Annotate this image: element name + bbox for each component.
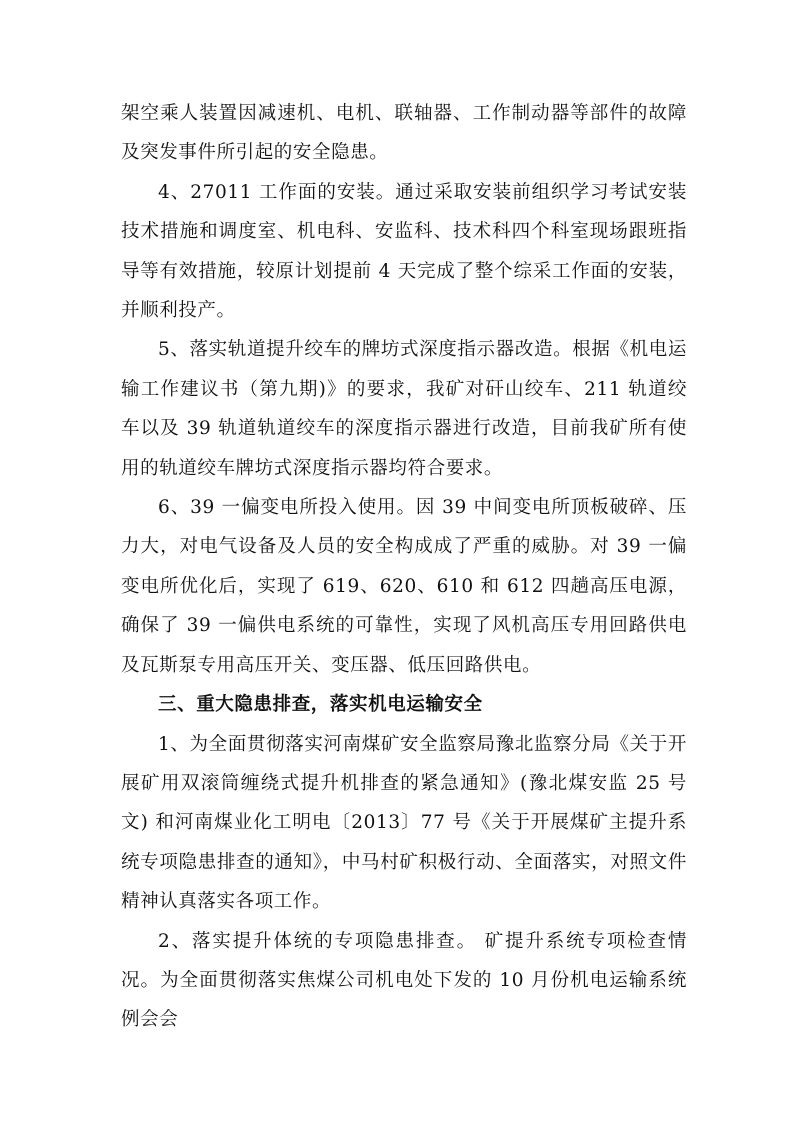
section-heading: 三、重大隐患排查，落实机电运输安全: [158, 694, 483, 716]
paragraph-continuation: 架空乘人装置因减速机、电机、联轴器、工作制动器等部件的故障及突发事件所引起的安全隐患。: [121, 103, 687, 164]
document-body: [121, 94, 687, 1040]
paragraph-item-5: 5、落实轨道提升绞车的牌坊式深度指示器改造。根据《机电运输工作建议书（第九期)》的要求，我矿对矸山绞车、211 轨道绞车以及 39 轨道轨道绞车的深度指示器进行改造，目前我矿所有使用的轨道绞车牌坊式深度指示器均符合要求。: [121, 339, 687, 479]
paragraph-section3-item-2: 2、落实提升体统的专项隐患排查。 矿提升系统专项检查情况。为全面贯彻落实焦煤公司机电处下发的 10 月份机电运输系统例会会: [121, 930, 687, 1031]
paragraph-item-6: 6、39 一偏变电所投入使用。因 39 中间变电所顶板破碎、压力大，对电气设备及人员的安全构成成了严重的威胁。对 39 一偏变电所优化后，实现了 619、620、610 和 612 四趟高压电源，确保了 39 一偏供电系统的可靠性，实现了风机高压专用回路供电及瓦斯泵专用高压开关、变压器、低压回路供电。: [121, 497, 687, 676]
paragraph-section3-item-1: 1、为全面贯彻落实河南煤矿安全监察局豫北监察分局《关于开展矿用双滚筒缠绕式提升机排查的紧急通知》(豫北煤安监 25 号文) 和河南煤业化工明电〔2013〕77 号《关于开展煤矿主提升系统专项隐患排查的通知》，中马村矿积极行动、全面落实，对照文件精神认真落实各项工作。: [121, 733, 687, 913]
paragraph-item-4: 4、27011 工作面的安装。通过采取安装前组织学习考试安装技术措施和调度室、机电科、安监科、技术科四个科室现场跟班指导等有效措施，较原计划提前 4 天完成了整个综采工作面的安装，并顺利投产。: [121, 181, 687, 322]
